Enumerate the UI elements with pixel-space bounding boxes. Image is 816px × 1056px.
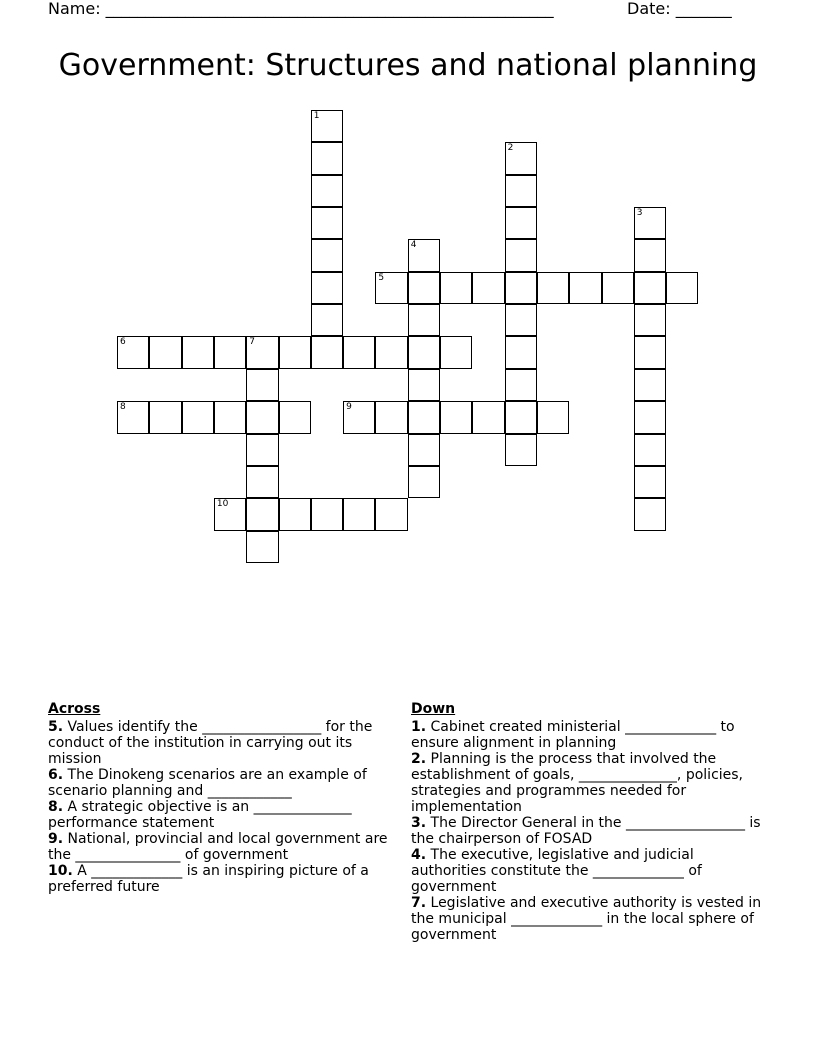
crossword-cell[interactable] [505, 175, 537, 207]
crossword-cell[interactable] [375, 272, 407, 304]
clue-across-8 [48, 799, 400, 831]
crossword-cell[interactable] [246, 466, 278, 498]
down-clues [411, 700, 771, 943]
crossword-cell[interactable] [505, 142, 537, 174]
clue-number: 10. [48, 863, 73, 879]
crossword-cell[interactable] [214, 401, 246, 433]
clue-text: National, provincial and local government are the _______________ of government [48, 831, 388, 863]
clue-number: 7. [411, 895, 427, 911]
crossword-cell[interactable] [440, 336, 472, 368]
clue-number: 9. [48, 831, 64, 847]
clue-text: A strategic objective is an ______________ performance statement [48, 799, 352, 831]
crossword-cell[interactable] [537, 401, 569, 433]
crossword-cell[interactable] [246, 369, 278, 401]
crossword-cell[interactable] [505, 207, 537, 239]
crossword-cell[interactable] [505, 336, 537, 368]
clue-text: Values identify the _________________ for the conduct of the institution in carrying out its mission [48, 719, 373, 767]
date-field: Date: _______ [627, 0, 732, 18]
clue-number: 3. [411, 815, 427, 831]
clue-number-label: 4 [410, 240, 417, 251]
crossword-cell[interactable] [408, 466, 440, 498]
clue-number-label: 6 [120, 337, 126, 348]
clue-text: Legislative and executive authority is vested in the municipal _____________ in the local sphere of government [411, 895, 762, 943]
clue-down-4 [411, 847, 771, 895]
crossword-cell[interactable] [246, 336, 278, 368]
clue-text: A _____________ is an inspiring picture of a preferred future [48, 863, 369, 895]
crossword-cell[interactable] [408, 239, 440, 271]
name-field: Name: ________________________________________________________ [48, 0, 554, 18]
crossword-cell[interactable] [505, 369, 537, 401]
clue-number: 8. [48, 799, 64, 815]
crossword-cell[interactable] [634, 207, 666, 239]
crossword-cell[interactable] [311, 336, 343, 368]
crossword-cell[interactable] [182, 401, 214, 433]
clue-number-label: 1 [313, 111, 320, 121]
clue-down-1 [411, 719, 771, 751]
crossword-cell[interactable] [311, 110, 343, 142]
crossword-cell[interactable] [408, 272, 440, 304]
crossword-cell[interactable] [279, 498, 311, 530]
clue-number: 1. [411, 719, 427, 735]
clue-number-label: 5 [378, 272, 385, 283]
crossword-cell[interactable] [440, 401, 472, 433]
crossword-cell[interactable] [602, 272, 634, 304]
crossword-cell[interactable] [117, 336, 149, 368]
crossword-cell[interactable] [505, 272, 537, 304]
clue-text: Cabinet created ministerial _____________ to ensure alignment in planning [411, 719, 735, 751]
crossword-cell[interactable] [472, 401, 504, 433]
crossword-cell[interactable] [634, 401, 666, 433]
crossword-cell[interactable] [311, 207, 343, 239]
across-clues [48, 700, 400, 895]
crossword-cell[interactable] [505, 434, 537, 466]
crossword-cell[interactable] [279, 401, 311, 433]
crossword-cell[interactable] [634, 466, 666, 498]
crossword-cell[interactable] [375, 498, 407, 530]
clue-number-label: 9 [346, 402, 352, 413]
crossword-cell[interactable] [634, 304, 666, 336]
clue-number: 4. [411, 847, 427, 863]
clue-number-label: 8 [120, 402, 126, 413]
crossword-cell[interactable] [569, 272, 601, 304]
clue-across-9 [48, 831, 400, 863]
crossword-cell[interactable] [505, 304, 537, 336]
crossword-cell[interactable] [149, 336, 181, 368]
clue-text: The executive, legislative and judicial authorities constitute the _____________ of government [411, 847, 702, 895]
crossword-cell[interactable] [408, 336, 440, 368]
crossword-cell[interactable] [375, 401, 407, 433]
crossword-cell[interactable] [408, 304, 440, 336]
crossword-cell[interactable] [634, 369, 666, 401]
clue-down-7 [411, 895, 771, 943]
crossword-cell[interactable] [279, 336, 311, 368]
clue-number-label: 2 [507, 143, 514, 154]
clue-across-5 [48, 719, 400, 767]
crossword-cell[interactable] [117, 401, 149, 433]
crossword-cell[interactable] [440, 272, 472, 304]
crossword-cell[interactable] [343, 401, 375, 433]
clue-text: The Director General in the _________________ is the chairperson of FOSAD [411, 815, 761, 847]
page-title: Government: Structures and national planning [58, 48, 758, 83]
clue-text: Planning is the process that involved the establishment of goals, ______________, policies, strategies and programmes needed for implementation [411, 751, 744, 815]
crossword-cell[interactable] [311, 498, 343, 530]
crossword-cell[interactable] [214, 498, 246, 530]
crossword-cell[interactable] [311, 239, 343, 271]
crossword-cell[interactable] [182, 336, 214, 368]
crossword-cell[interactable] [537, 272, 569, 304]
clue-down-3 [411, 815, 771, 847]
crossword-cell[interactable] [408, 401, 440, 433]
crossword-cell[interactable] [246, 401, 278, 433]
clue-across-10 [48, 863, 400, 895]
crossword-cell[interactable] [634, 434, 666, 466]
crossword-cell[interactable] [343, 498, 375, 530]
crossword-cell[interactable] [343, 336, 375, 368]
down-heading: Down [411, 701, 456, 717]
crossword-cell[interactable] [246, 434, 278, 466]
clue-across-6 [48, 767, 400, 799]
crossword-cell[interactable] [408, 434, 440, 466]
clue-number: 5. [48, 719, 64, 735]
crossword-cell[interactable] [505, 239, 537, 271]
crossword-cell[interactable] [634, 272, 666, 304]
crossword-cell[interactable] [311, 175, 343, 207]
crossword-cell[interactable] [149, 401, 181, 433]
crossword-cell[interactable] [408, 369, 440, 401]
crossword-cell[interactable] [375, 336, 407, 368]
crossword-cell[interactable] [311, 272, 343, 304]
clue-number: 6. [48, 767, 64, 783]
crossword-cell[interactable] [246, 531, 278, 563]
crossword-cell[interactable] [472, 272, 504, 304]
clue-number: 2. [411, 751, 427, 767]
crossword-cell[interactable] [666, 272, 698, 304]
crossword-cell[interactable] [634, 239, 666, 271]
crossword-cell[interactable] [214, 336, 246, 368]
clue-down-2 [411, 751, 771, 815]
clue-text: The Dinokeng scenarios are an example of scenario planning and ____________ [48, 767, 367, 799]
crossword-cell[interactable] [311, 142, 343, 174]
crossword-cell[interactable] [634, 336, 666, 368]
crossword-cell[interactable] [634, 498, 666, 530]
clue-number-label: 7 [249, 337, 255, 348]
crossword-cell[interactable] [311, 304, 343, 336]
crossword-cell[interactable] [505, 401, 537, 433]
crossword-cell[interactable] [246, 498, 278, 530]
across-heading: Across [48, 701, 101, 717]
clue-number-label: 3 [636, 208, 643, 219]
clue-number-label: 10 [216, 499, 229, 510]
